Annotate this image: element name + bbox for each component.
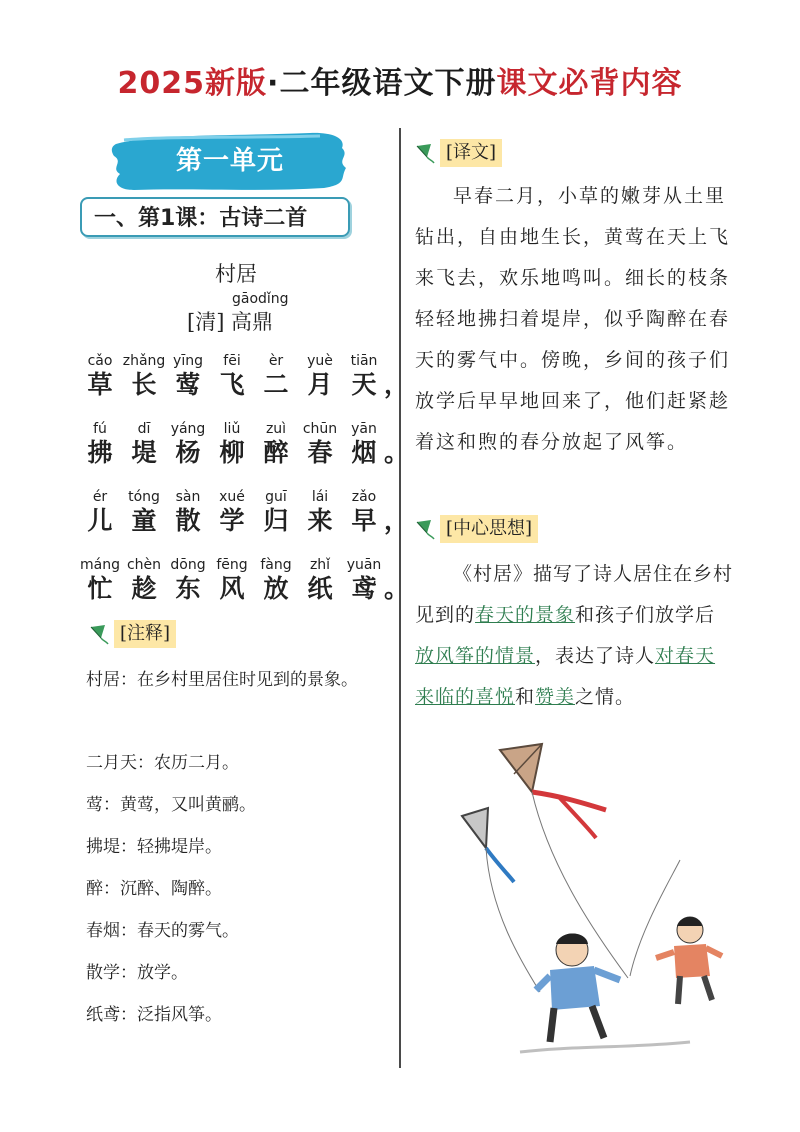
syllable-character: 忙 [87,574,113,603]
syllable-pinyin: dī [137,421,151,437]
syllable-pinyin: fēi [223,353,241,369]
syllable-character: 月 [307,370,333,399]
syllable-character: 早 [351,506,377,535]
syllable-pinyin: yáng [170,421,206,437]
syllable-pinyin: tóng [128,489,160,505]
syllable-character: 堤 [131,438,157,467]
syllable-pinyin: yīng [173,353,203,369]
central-idea-paragraph [415,554,733,718]
child-red-icon [656,917,722,1004]
kite-icon [88,623,110,645]
line-punctuation: 。 [384,438,410,467]
syllable-pinyin: lái [311,489,329,505]
idea-highlight: 赞美 [535,686,576,708]
unit-label: 第一单元 [175,146,284,176]
syllable-pinyin: yān [351,421,377,437]
title-part-edition: 2025新版 [117,66,268,101]
poem-syllable [338,352,390,400]
idea-text: 之情。 [575,686,636,708]
syllable-pinyin: yuè [307,353,333,369]
syllable-pinyin: fú [93,421,107,437]
syllable-pinyin: zhǎng [122,353,166,369]
poem-title: 村居 [215,262,257,286]
syllable-pinyin: sàn [175,489,201,505]
syllable-character: 来 [307,506,333,535]
line-punctuation: 。 [384,574,410,603]
syllable-character: 归 [263,506,289,535]
syllable-character: 杨 [175,438,201,467]
syllable-character: 春 [307,438,333,467]
idea-text: 《村居》描写了诗人居住在乡村见到的 [415,563,734,626]
kite-grey-icon [462,808,514,882]
poem-syllable [338,420,390,468]
translation-heading [414,139,502,167]
idea-text: ，表达了诗人 [535,645,656,667]
author-pinyin: gāodǐng [232,291,289,307]
lesson-heading: 一、第1课：古诗二首 [80,197,350,237]
page-title [0,58,800,102]
kite-brown-icon [500,744,606,838]
syllable-pinyin: chèn [126,557,162,573]
central-idea-heading-label: [中心思想] [440,515,538,543]
syllable-pinyin: liǔ [223,421,241,437]
idea-text: 和 [515,686,536,708]
note-item: 纸鸢：泛指风筝。 [86,1005,222,1025]
note-item: 醉：沉醉、陶醉。 [86,879,222,899]
translation-heading-label: [译文] [440,139,502,167]
syllable-pinyin: zǎo [351,489,377,505]
syllable-character: 草 [87,370,113,399]
syllable-character: 东 [175,574,201,603]
syllable-pinyin: èr [268,353,284,369]
syllable-character: 天 [351,370,377,399]
line-punctuation: ， [384,370,410,399]
syllable-pinyin: yuān [346,557,382,573]
title-part-topic: 课文必背内容 [496,66,683,101]
syllable-character: 飞 [219,370,245,399]
syllable-pinyin: dōng [170,557,206,573]
poem-syllable [338,488,390,536]
line-punctuation: ， [384,506,410,535]
syllable-character: 烟 [351,438,377,467]
syllable-character: 二 [263,370,289,399]
syllable-pinyin: tiān [350,353,378,369]
notes-heading [88,620,176,648]
note-item: 村居：在乡村里居住时见到的景象。 [86,670,358,690]
kite-children-illustration [430,730,770,1070]
syllable-character: 趁 [131,574,157,603]
central-idea-heading [414,515,538,543]
note-item: 莺：黄莺，又叫黄鹂。 [86,795,256,815]
kite-icon [414,142,436,164]
syllable-character: 放 [263,574,289,603]
note-item: 春烟：春天的雾气。 [86,921,239,941]
note-item: 二月天：农历二月。 [86,753,239,773]
note-item: 拂堤：轻拂堤岸。 [86,837,222,857]
syllable-character: 拂 [87,438,113,467]
syllable-character: 纸 [307,574,333,603]
unit-banner [110,130,350,192]
notes-heading-label: [注释] [114,620,176,648]
idea-text: 和孩子们放学后 [575,604,716,626]
idea-highlight: 对春天来临的喜悦 [415,645,716,708]
note-item: 散学：放学。 [86,963,188,983]
syllable-pinyin: ér [92,489,108,505]
syllable-character: 醉 [263,438,289,467]
translation-paragraph: 早春二月，小草的嫩芽从土里钻出，自由地生长，黄莺在天上飞来飞去，欢乐地鸣叫。细长的枝条轻轻地拂扫着堤岸，似乎陶醉在春天的雾气中。傍晚，乡间的孩子们放学后早早地回来了，他们赶紧趁着这和煦的春分放起了风筝。 [415,185,731,453]
syllable-character: 童 [131,506,157,535]
syllable-character: 柳 [219,438,245,467]
poem-author: [清] 高鼎 [187,310,274,334]
idea-highlight: 春天的景象 [475,604,576,626]
syllable-pinyin: zhǐ [309,557,331,573]
syllable-pinyin: máng [80,557,120,573]
syllable-character: 散 [175,506,201,535]
syllable-pinyin: fàng [260,557,292,573]
syllable-character: 儿 [87,506,113,535]
syllable-pinyin: fēng [216,557,248,573]
syllable-pinyin: chūn [302,421,338,437]
poem-syllable [338,556,390,604]
syllable-character: 长 [131,370,157,399]
syllable-pinyin: xué [219,489,245,505]
kite-icon [414,518,436,540]
central-idea-text [415,554,733,718]
syllable-character: 学 [219,506,245,535]
syllable-pinyin: cǎo [87,353,113,369]
translation-text [415,176,733,463]
idea-highlight: 放风筝的情景 [415,645,536,667]
syllable-character: 风 [219,574,245,603]
syllable-character: 莺 [175,370,201,399]
syllable-pinyin: zuì [265,421,287,437]
title-part-grade: ·二年级语文下册 [267,66,497,101]
syllable-character: 鸢 [351,574,377,603]
syllable-pinyin: guī [265,489,287,505]
